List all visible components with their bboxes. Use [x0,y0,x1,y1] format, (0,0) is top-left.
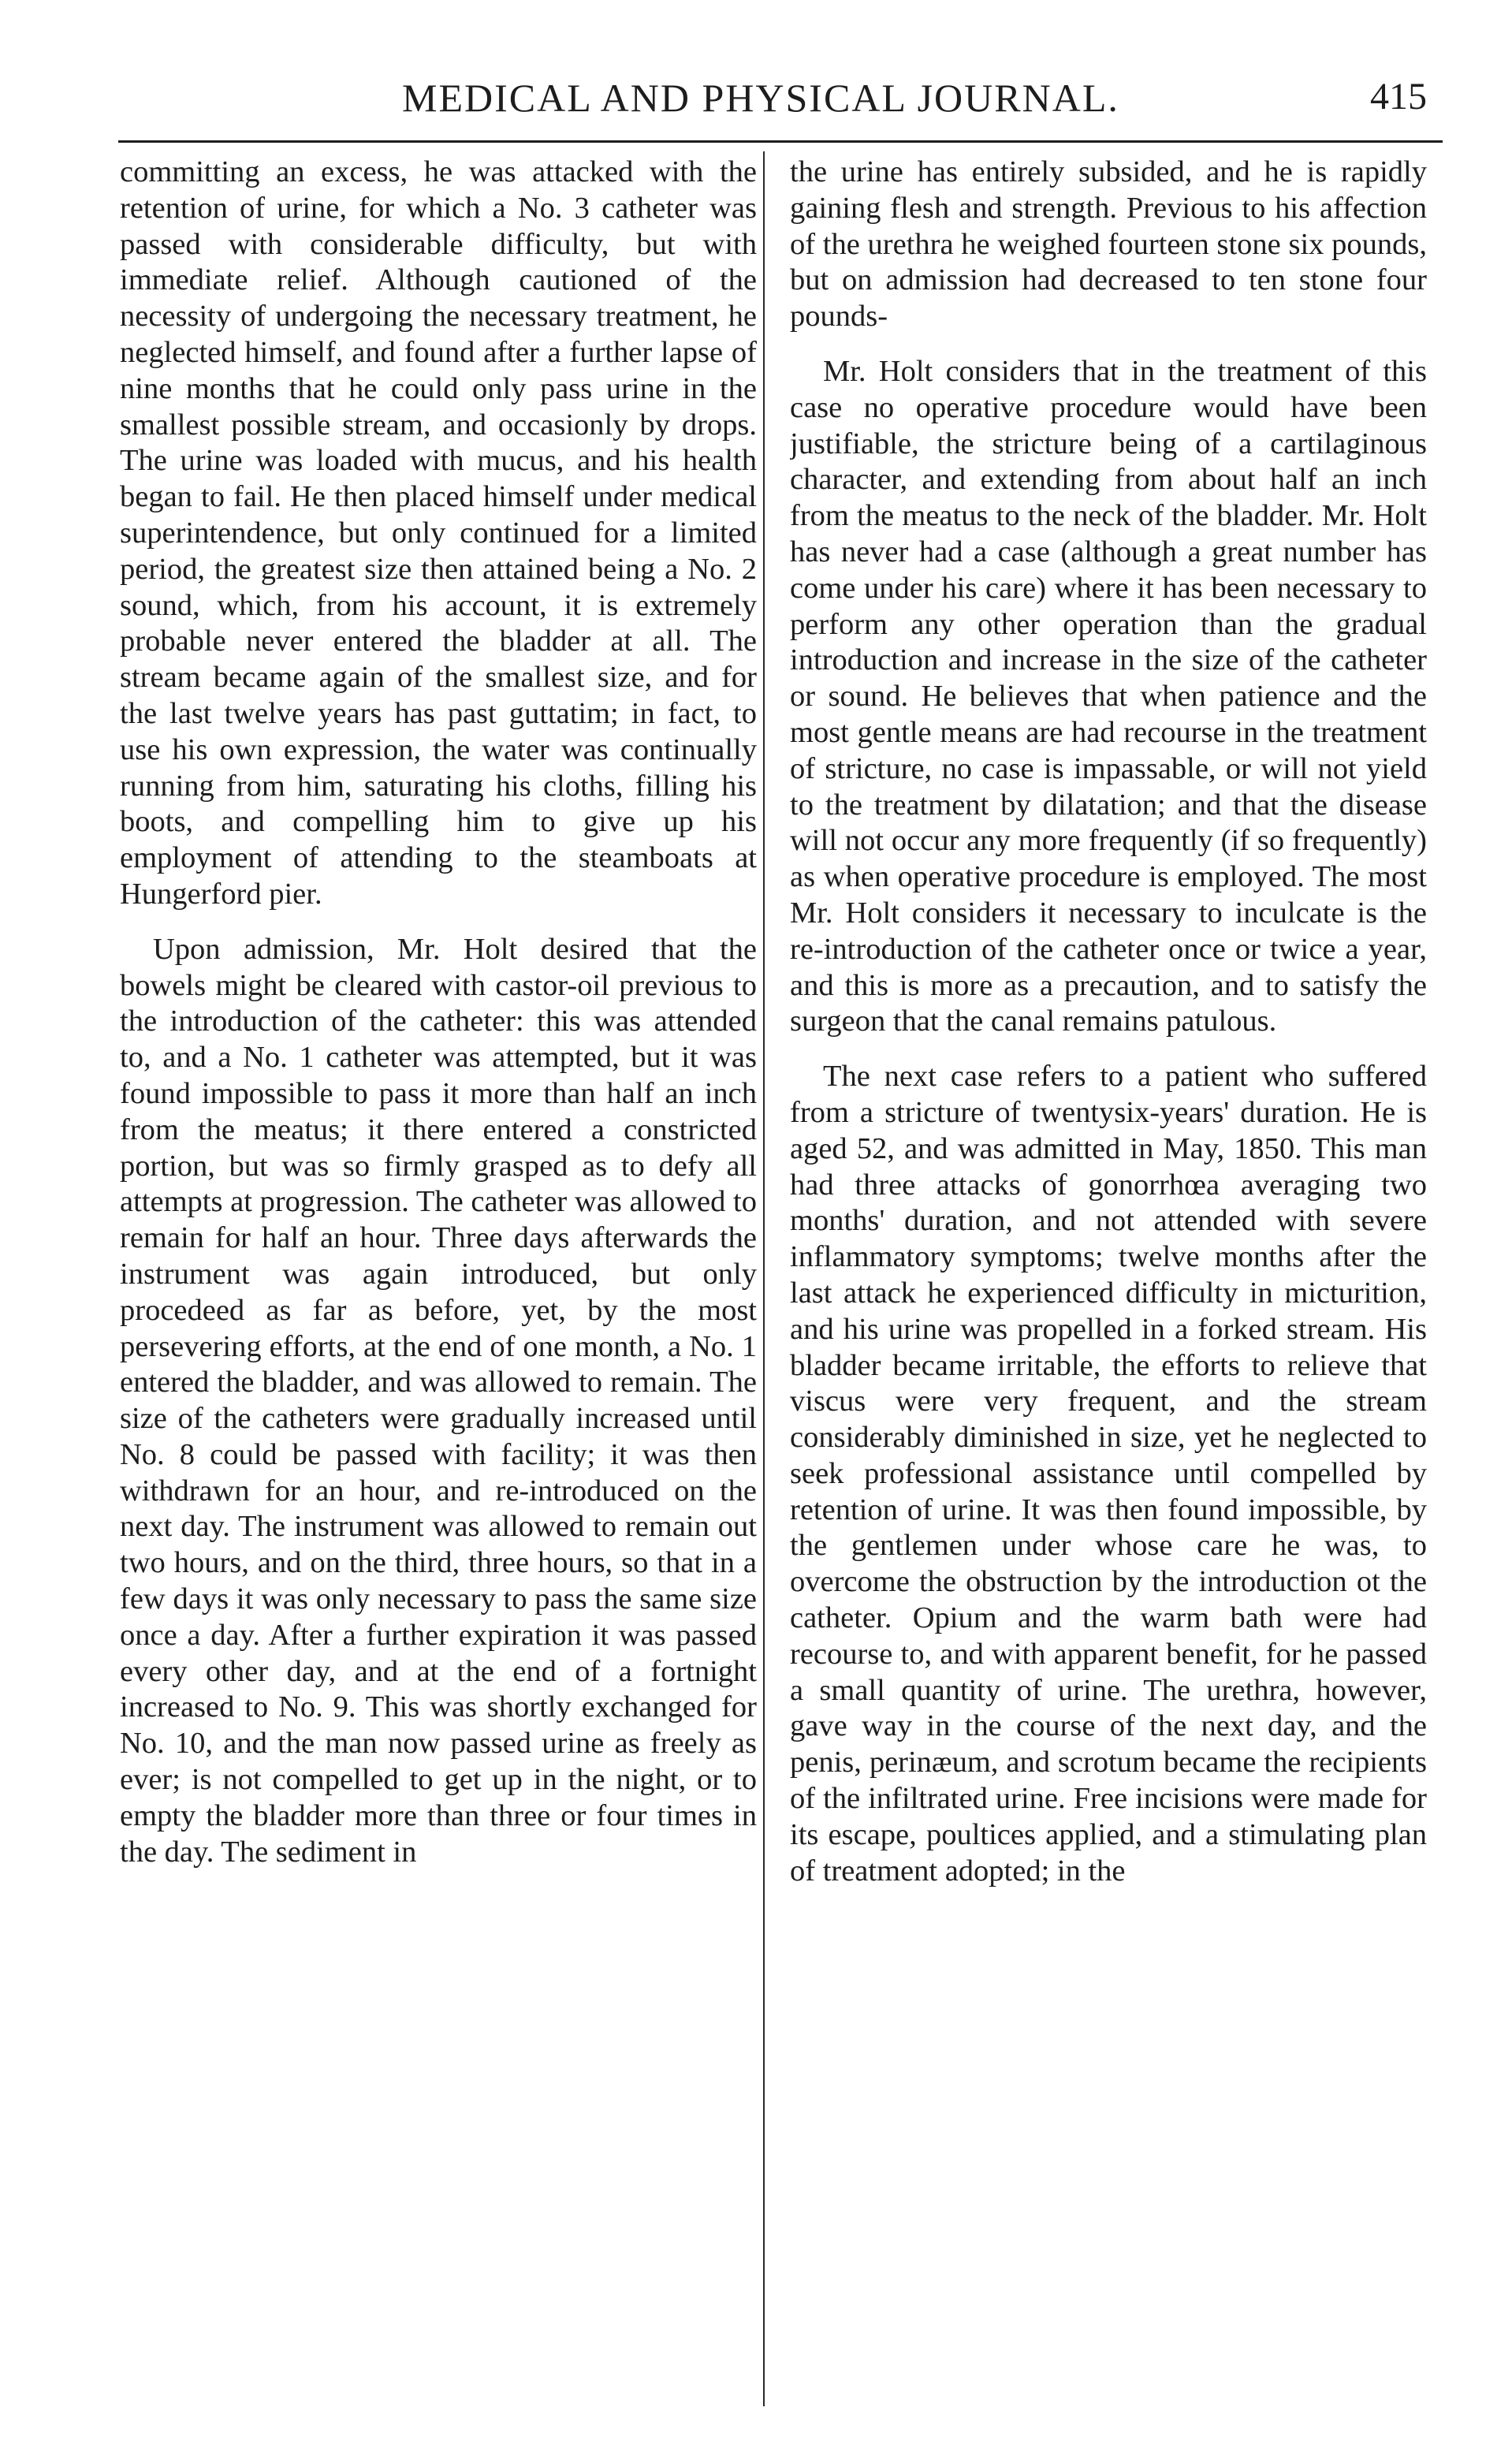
paragraph: the urine has entirely subsided, and he is rapidly gaining flesh and strength. Previous to his affection of the urethra he weighed fourteen stone six pounds, but on admission had decreased to ten stone four pounds- [790,155,1427,334]
page-number: 415 [1370,76,1427,117]
paragraph: The next case refers to a patient who suffered from a stricture of twentysix-years' duration. He is aged 52, and was admitted in May, 1850. This man had three attacks of gonorrhœa averaging two months' duration, and not attended with severe inflammatory symptoms; twelve months after the last attack he experienced difficulty in micturition, and his urine was propelled in a forked stream. His bladder became irritable, the efforts to relieve that viscus were very frequent, and the stream considerably diminished in size, yet he neglected to seek professional assistance until compelled by retention of urine. It was then found impossible, by the gentlemen under whose care he was, to overcome the obstruction by the introduction ot the catheter. Opium and the warm bath were had recourse to, and with apparent benefit, for he passed a small quantity of urine. The urethra, however, gave way in the course of the next day, and the penis, perinæum, and scrotum became the recipients of the infiltrated urine. Free incisions were made for its escape, poultices applied, and a stimulating plan of treatment adopted; in the [790,1060,1427,1888]
column-divider [763,151,765,2406]
paragraph: Upon admission, Mr. Holt desired that the bowels might be cleared with castor-oil previous to the introduction of the catheter: this was attended to, and a No. 1 catheter was attempted, but it was found impossible to pass it more than half an inch from the meatus; it there entered a constricted portion, but was so firmly grasped as to defy all attempts at progression. The catheter was allowed to remain for half an hour. Three days afterwards the instrument was again introduced, but only procedeed as far as before, yet, by the most persevering efforts, at the end of one month, a No. 1 entered the bladder, and was allowed to remain. The size of the catheters were gradually increased until No. 8 could be passed with facility; it was then withdrawn for an hour, and re-introduced on the next day. The instrument was allowed to remain out two hours, and on the third, three hours, so that in a few days it was only necessary to pass the same size once a day. After a further expiration it was passed every other day, and at the end of a fortnight increased to No. 9. This was shortly exchanged for No. 10, and the man now passed urine as freely as ever; is not compelled to get up in the night, or to empty the bladder more than three or four times in the day. The sediment in [120,932,757,1869]
running-head [118,75,1443,130]
header-rule [118,140,1443,143]
paragraph: Mr. Holt considers that in the treatment of this case no operative procedure would have been justifiable, the stricture being of a cartilaginous character, and extending from about half an inch from the meatus to the neck of the bladder. Mr. Holt has never had a case (although a great number has come under his care) where it has been necessary to perform any other operation than the gradual introduction and increase in the size of the catheter or sound. He believes that when patience and the most gentle means are had recourse in the treatment of stricture, no case is impassable, or will not yield to the treatment by dilatation; and that the disease will not occur any more frequently (if so frequently) as when operative procedure is employed. The most Mr. Holt considers it necessary to inculcate is the re-introduction of the catheter once or twice a year, and this is more as a precaution, and to satisfy the surgeon that the canal remains patulous. [790,354,1427,1038]
right-column [790,155,1427,2417]
left-column [120,155,757,2417]
paragraph: committing an excess, he was attacked with the retention of urine, for which a No. 3 catheter was passed with considerable difficulty, but with immediate relief. Although cautioned of the necessity of undergoing the necessary treatment, he neglected himself, and found after a further lapse of nine months that he could only pass urine in the smallest possible stream, and occasionly by drops. The urine was loaded with mucus, and his health began to fail. He then placed himself under medical superintendence, but only continued for a limited period, the greatest size then attained being a No. 2 sound, which, from his account, it is extremely probable never entered the bladder at all. The stream became again of the smallest size, and for the last twelve years has past guttatim; in fact, to use his own expression, the water was continually running from him, saturating his cloths, filling his boots, and compelling him to give up his employment of attending to the steamboats at Hungerford pier. [120,155,757,911]
journal-title: MEDICAL AND PHYSICAL JOURNAL. [402,76,1119,120]
